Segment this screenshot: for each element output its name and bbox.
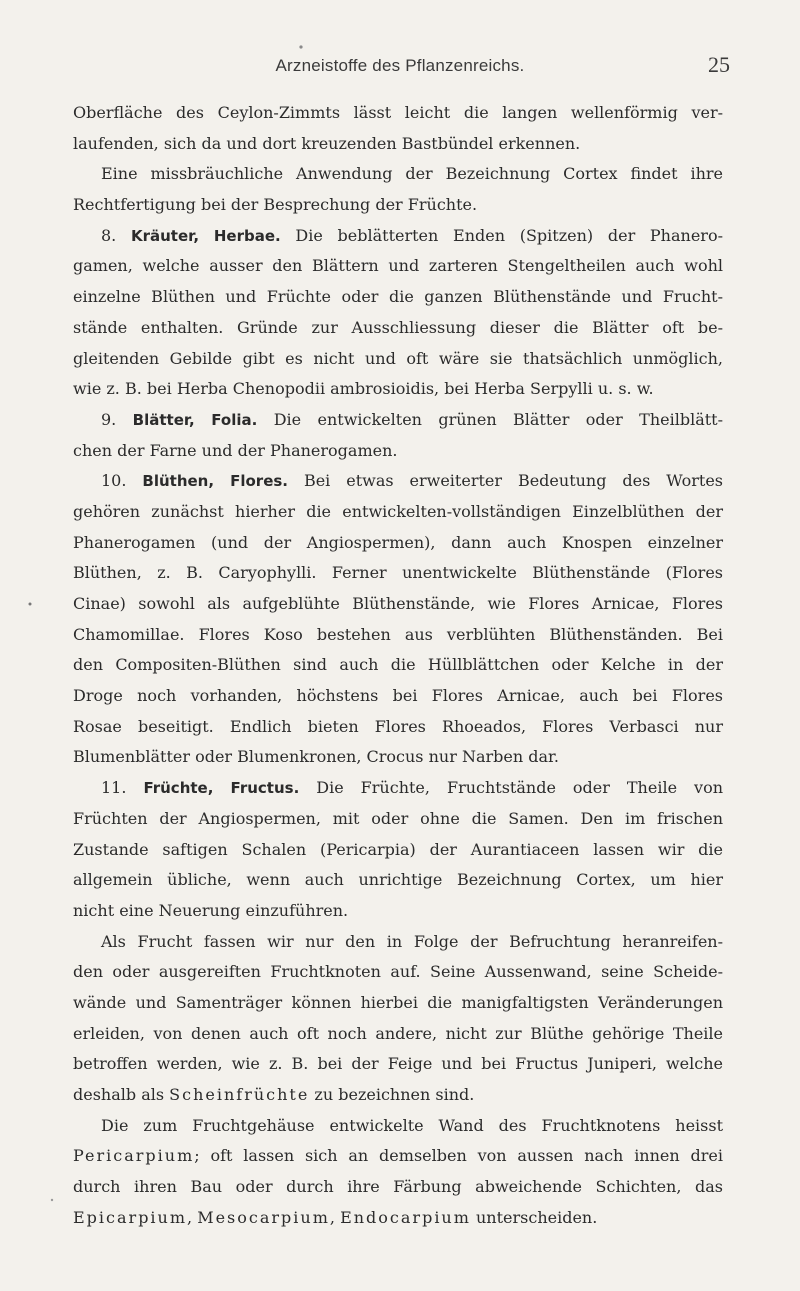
text-segment: Die Früchte, Fruchtstände oder Theile von — [299, 778, 724, 798]
speck — [299, 45, 302, 48]
text-segment: , — [187, 1207, 198, 1227]
text-segment: Die entwickelten grünen Blätter oder Theilblätt- — [257, 409, 723, 429]
text-segment: Oberfläche des Ceylon-Zimmts lässt leicht die langen wellenförmig ver- — [73, 103, 723, 122]
text-segment: den Compositen-Blüthen sind auch die Hüllblättchen oder Kelche in der — [73, 655, 723, 675]
emphasized-term: Scheinfrüchte — [169, 1085, 310, 1104]
section-heading: Blüthen, Flores. — [142, 472, 289, 491]
text-segment: Rechtfertigung bei der Besprechung der Früchte. — [73, 195, 478, 215]
text-segment: 8. — [101, 225, 131, 245]
text-segment: erleiden, von denen auch oft noch andere, nicht zur Blüthe gehörige Theile — [73, 1023, 723, 1043]
text-segment: Zustande saftigen Schalen (Pericarpia) der Aurantiaceen lassen wir die — [73, 839, 723, 859]
text-segment: den oder ausgereiften Fruchtknoten auf. Seine Aussenwand, seine Scheide- — [73, 962, 723, 982]
text-segment: ; oft lassen sich an demselben von aussen nach innen drei — [194, 1146, 723, 1166]
text-segment: 11. — [101, 778, 144, 798]
text-segment: 9. — [101, 409, 133, 429]
section-heading: Früchte, Fructus. — [143, 779, 300, 798]
text-segment: Früchten der Angiospermen, mit oder ohne die Samen. Den im frischen — [73, 808, 723, 828]
speck — [29, 603, 32, 606]
text-segment: wie z. B. bei Herba Chenopodii ambrosioidis, bei Herba Serpylli u. s. w. — [73, 379, 654, 399]
text-segment: allgemein übliche, wenn auch unrichtige Bezeichnung Cortex, um hier — [73, 870, 723, 890]
page-number: 25 — [708, 52, 730, 77]
running-title: Arzneistoffe des Pflanzenreichs. — [275, 56, 525, 75]
text-segment: Chamomillae. Flores Koso bestehen aus verblühten Blüthenständen. Bei — [73, 624, 723, 644]
text-segment: Als Frucht fassen wir nur den in Folge der Befruchtung heranreifen- — [101, 931, 723, 951]
text-segment: Die beblätterten Enden (Spitzen) der Phanero- — [280, 225, 723, 245]
text-segment: Blüthen, z. B. Caryophylli. Ferner unentwickelte Blüthenstände (Flores — [73, 563, 723, 583]
emphasized-term: Pericarpium — [73, 1146, 195, 1166]
text-segment: chen der Farne und der Phanerogamen. — [73, 440, 398, 460]
text-segment: Bei etwas erweiterter Bedeutung des Wortes — [288, 471, 724, 491]
text-segment: stände enthalten. Gründe zur Ausschliessung dieser die Blätter oft be- — [73, 317, 723, 337]
text-segment: zu bezeichnen sind. — [309, 1085, 475, 1104]
text-segment: deshalb als — [73, 1085, 170, 1104]
text-segment: 10. — [101, 471, 143, 491]
emphasized-term: Endocarpium — [340, 1207, 471, 1227]
text-segment: Blumenblätter oder Blumenkronen, Crocus nur Narben dar. — [73, 747, 559, 767]
text-segment: Rosae beseitigt. Endlich bieten Flores Rhoeados, Flores Verbasci nur — [73, 716, 723, 736]
text-segment: , — [329, 1207, 341, 1227]
text-segment: Phanerogamen (und der Angiospermen), dann auch Knospen einzelner — [73, 532, 723, 552]
speck — [51, 1199, 53, 1201]
section-heading: Kräuter, Herbae. — [130, 226, 281, 245]
text-segment: betroffen werden, wie z. B. bei der Feige und bei Fructus Juniperi, welche — [73, 1054, 723, 1074]
text-segment: einzelne Blüthen und Früchte oder die ganzen Blüthenstände und Frucht- — [73, 287, 723, 307]
text-segment: nicht eine Neuerung einzuführen. — [73, 900, 349, 920]
text-segment: wände und Samenträger können hierbei die manigfaltigsten Veränderungen — [73, 992, 723, 1012]
text-segment: gleitenden Gebilde gibt es nicht und oft wäre sie thatsächlich unmöglich, — [73, 348, 723, 368]
text-segment: Die zum Fruchtgehäuse entwickelte Wand des Fruchtknotens heisst — [101, 1115, 723, 1135]
emphasized-term: Mesocarpium — [197, 1207, 330, 1227]
text-segment: Cinae) sowohl als aufgeblühte Blüthenstände, wie Flores Arnicae, Flores — [73, 594, 723, 613]
text-segment: unterscheiden. — [470, 1207, 598, 1227]
text-segment: Droge noch vorhanden, höchstens bei Flores Arnicae, auch bei Flores — [73, 686, 723, 706]
text-segment: laufenden, sich da und dort kreuzenden Bastbündel erkennen. — [73, 133, 581, 153]
text-segment: durch ihren Bau oder durch ihre Färbung abweichende Schichten, das — [73, 1177, 723, 1197]
text-segment: gamen, welche ausser den Blättern und zarteren Stengeltheilen auch wohl — [73, 256, 723, 276]
emphasized-term: Epicarpium — [73, 1207, 188, 1227]
section-heading: Blätter, Folia. — [132, 410, 258, 429]
text-segment: gehören zunächst hierher die entwickelten-vollständigen Einzelblüthen der — [73, 501, 723, 521]
text-segment: Eine missbräuchliche Anwendung der Bezeichnung Cortex findet ihre — [101, 164, 723, 184]
